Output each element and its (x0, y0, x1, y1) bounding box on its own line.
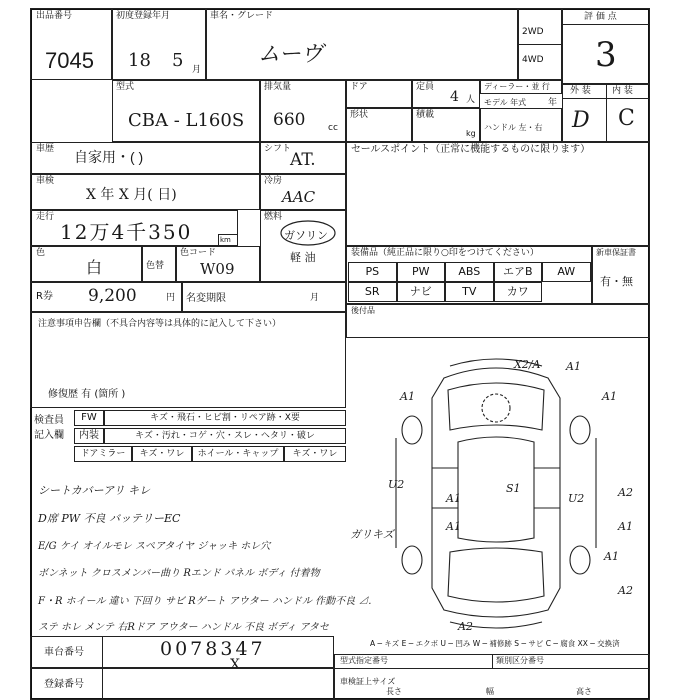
inspector-mirror-detail: キズ・ワレ (132, 446, 192, 462)
color-code-value: W09 (200, 260, 235, 278)
note-line: E/G ケイ オイルモレ スペアタイヤ ジャッキ ホレ穴 (38, 541, 271, 552)
recycle-label: R券 (36, 291, 53, 302)
ac-value: AAC (282, 188, 316, 206)
warranty-value: 有・無 (600, 275, 633, 288)
vehicle-size-label: 車検証上サイズ (340, 677, 396, 686)
color-change-label: 色替 (146, 261, 165, 271)
damage-mark: S1 (506, 482, 521, 495)
category-label: 類別区分番号 (496, 656, 544, 665)
inspector-fw: FW (74, 410, 104, 426)
damage-mark: A1 (400, 390, 415, 403)
wheel-fl (402, 416, 422, 444)
equipment-title: 装備品（純正品に限り○印をつけてください） (351, 248, 539, 258)
displacement-label: 排気量 (264, 82, 292, 92)
note-line: D席 PW 不良 バッテリーEC (38, 512, 181, 525)
plate-mark: X (230, 657, 240, 673)
fuel-label: 燃料 (264, 212, 283, 222)
cc-unit: cc (328, 123, 338, 133)
load-label: 積載 (416, 110, 435, 120)
car-name-label: 車名・グレード (210, 11, 274, 21)
damage-mark: A1 (618, 520, 633, 533)
capacity-value: 4 (450, 89, 459, 105)
damage-mark: U2 (568, 492, 585, 505)
damage-mark: A2 (458, 620, 473, 633)
inspection-value: X 年 X 月( 日) (86, 187, 177, 203)
sales-point-label: セールスポイント（正常に機能するものに限ります） (351, 144, 591, 155)
name-change-month: 月 (310, 293, 320, 303)
usage-label: 車歴 (36, 144, 55, 154)
mileage-value: 12万4千350 (60, 220, 193, 244)
wheel-rr (570, 546, 590, 574)
first-reg-year: 18 (128, 50, 151, 71)
note-line: ボンネット クロスメンバー曲り Rエンド パネル ボディ 付着物 (38, 568, 320, 579)
int-label: 内 装 (612, 86, 633, 96)
plate-number: 0078347 (160, 638, 266, 660)
equipment-item: SR (348, 282, 397, 302)
shift-label: シフト (264, 144, 292, 154)
damage-mark: A1 (446, 520, 461, 533)
car-diagram (346, 338, 650, 638)
color-label: 色 (36, 248, 46, 258)
damage-mark: A2 (618, 486, 633, 499)
color-code-label: 色コード (180, 248, 217, 258)
wheel-rl (402, 546, 422, 574)
fuel-gas: ガソリン (284, 229, 328, 242)
reg-label: 登録番号 (44, 679, 84, 690)
wheel-fr (570, 416, 590, 444)
damage-mark: A1 (602, 390, 617, 403)
damage-mark: ガリキズ (350, 528, 394, 541)
dealer-label: ディーラー・並 行 (484, 82, 550, 91)
capacity-unit: 人 (466, 95, 476, 105)
equipment-item: エアB (494, 262, 543, 282)
first-reg-month-unit: 月 (192, 65, 202, 75)
inspector-label-1: 検査員 (34, 415, 64, 426)
equipment-item: PW (397, 262, 446, 282)
inspector-label-2: 記入欄 (34, 430, 64, 441)
note-line: シートカバーアリ キレ (38, 484, 151, 497)
usage-value: 自家用・( ) (74, 149, 144, 165)
first-reg-label: 初度登録年月 (116, 11, 171, 21)
capacity-label: 定員 (416, 82, 435, 92)
equipment-item: TV (445, 282, 494, 302)
note-line: ステ ホレ メンテ 右Rドア アウター ハンドル 不良 ボディ アタセ (38, 622, 329, 633)
door-label: ドア (350, 82, 368, 92)
fuel-circle-mark (278, 218, 338, 248)
plate-label: 車台番号 (44, 647, 84, 658)
inspector-int: 内装 (74, 428, 104, 444)
name-change-label: 名変期限 (186, 293, 226, 304)
inspection-label: 車検 (36, 176, 55, 186)
inspector-mirror: ドアミラー (74, 446, 132, 462)
equipment-item: ABS (445, 262, 494, 282)
km-unit: km (220, 236, 231, 244)
damage-mark: X2/A (514, 358, 541, 371)
model-value: CBA - L160S (128, 110, 245, 131)
yen-unit: 円 (166, 293, 176, 303)
inspector-int-detail: キズ・汚れ・コゲ・穴・スレ・ヘタリ・破レ (104, 428, 346, 444)
equipment-item: カワ (494, 282, 543, 302)
len-label: 長さ (386, 687, 402, 696)
drive-4wd: 4WD (522, 55, 544, 65)
score-label: 評 価 点 (584, 12, 617, 22)
displacement-value: 660 (273, 110, 306, 130)
kg-unit: kg (466, 129, 476, 138)
equipment-item: PS (348, 262, 397, 282)
car-name-value: ムーヴ (258, 42, 323, 67)
repair-history: 修復歴 有 (箇所 ) (48, 389, 126, 400)
width-label: 幅 (486, 687, 494, 696)
sales-point-box (346, 142, 650, 246)
listing-no-value: 7045 (45, 48, 94, 73)
damage-mark: A1 (446, 492, 461, 505)
ext-label: 外 装 (570, 86, 591, 96)
mileage-label: 走行 (36, 212, 55, 222)
score-value: 3 (595, 35, 617, 75)
legend-line: A ─ キズ E ─ エクボ U ─ 凹み W ─ 補修跡 S ─ サビ C ─ 腐食 XX ─ 交換済 (370, 639, 620, 648)
note-line: F・R ホイール 違い 下回り サビ Rゲート アウター ハンドル 作動不良 ⊿. (38, 596, 372, 607)
notes-title: 注意事項申告欄（不具合内容等は具体的に記入して下さい） (38, 319, 282, 329)
first-reg-month: 5 (172, 50, 184, 71)
damage-mark: A1 (604, 550, 619, 563)
recycle-value: 9,200 (88, 286, 137, 306)
damage-mark: U2 (388, 478, 405, 491)
handle-label: ハンドル 左・右 (484, 123, 543, 132)
damage-mark: A2 (618, 584, 633, 597)
drive-2wd: 2WD (522, 27, 544, 37)
fuel-diesel: 軽 油 (290, 251, 316, 264)
inspector-wheel: ホイール・キャップ (192, 446, 284, 462)
inspector-wheel-detail: キズ・ワレ (284, 446, 346, 462)
warranty-label: 新車保証書 (596, 248, 636, 257)
listing-no-label: 出品番号 (36, 11, 73, 21)
shift-value: AT. (290, 150, 316, 170)
color-value: 白 (86, 258, 103, 277)
equipment-item: AW (542, 262, 591, 282)
after-market-box (346, 304, 650, 338)
usage-box (30, 142, 260, 174)
model-label: 型式 (116, 82, 135, 92)
damage-mark: A1 (566, 360, 581, 373)
year-unit: 年 (548, 98, 558, 108)
equipment-item: ナビ (397, 282, 446, 302)
shape-label: 形状 (350, 110, 369, 120)
height-label: 高さ (576, 687, 592, 696)
inspector-fw-detail: キズ・飛石・ヒビ割・リペア跡・X要 (104, 410, 346, 426)
model-year-label: モデル 年式 (484, 98, 527, 107)
ext-grade: D (572, 108, 590, 133)
after-market-label: 後付品 (351, 306, 375, 315)
ac-label: 冷房 (264, 176, 283, 186)
structure-change-label: 型式指定番号 (340, 656, 388, 665)
int-grade: C (618, 106, 635, 131)
